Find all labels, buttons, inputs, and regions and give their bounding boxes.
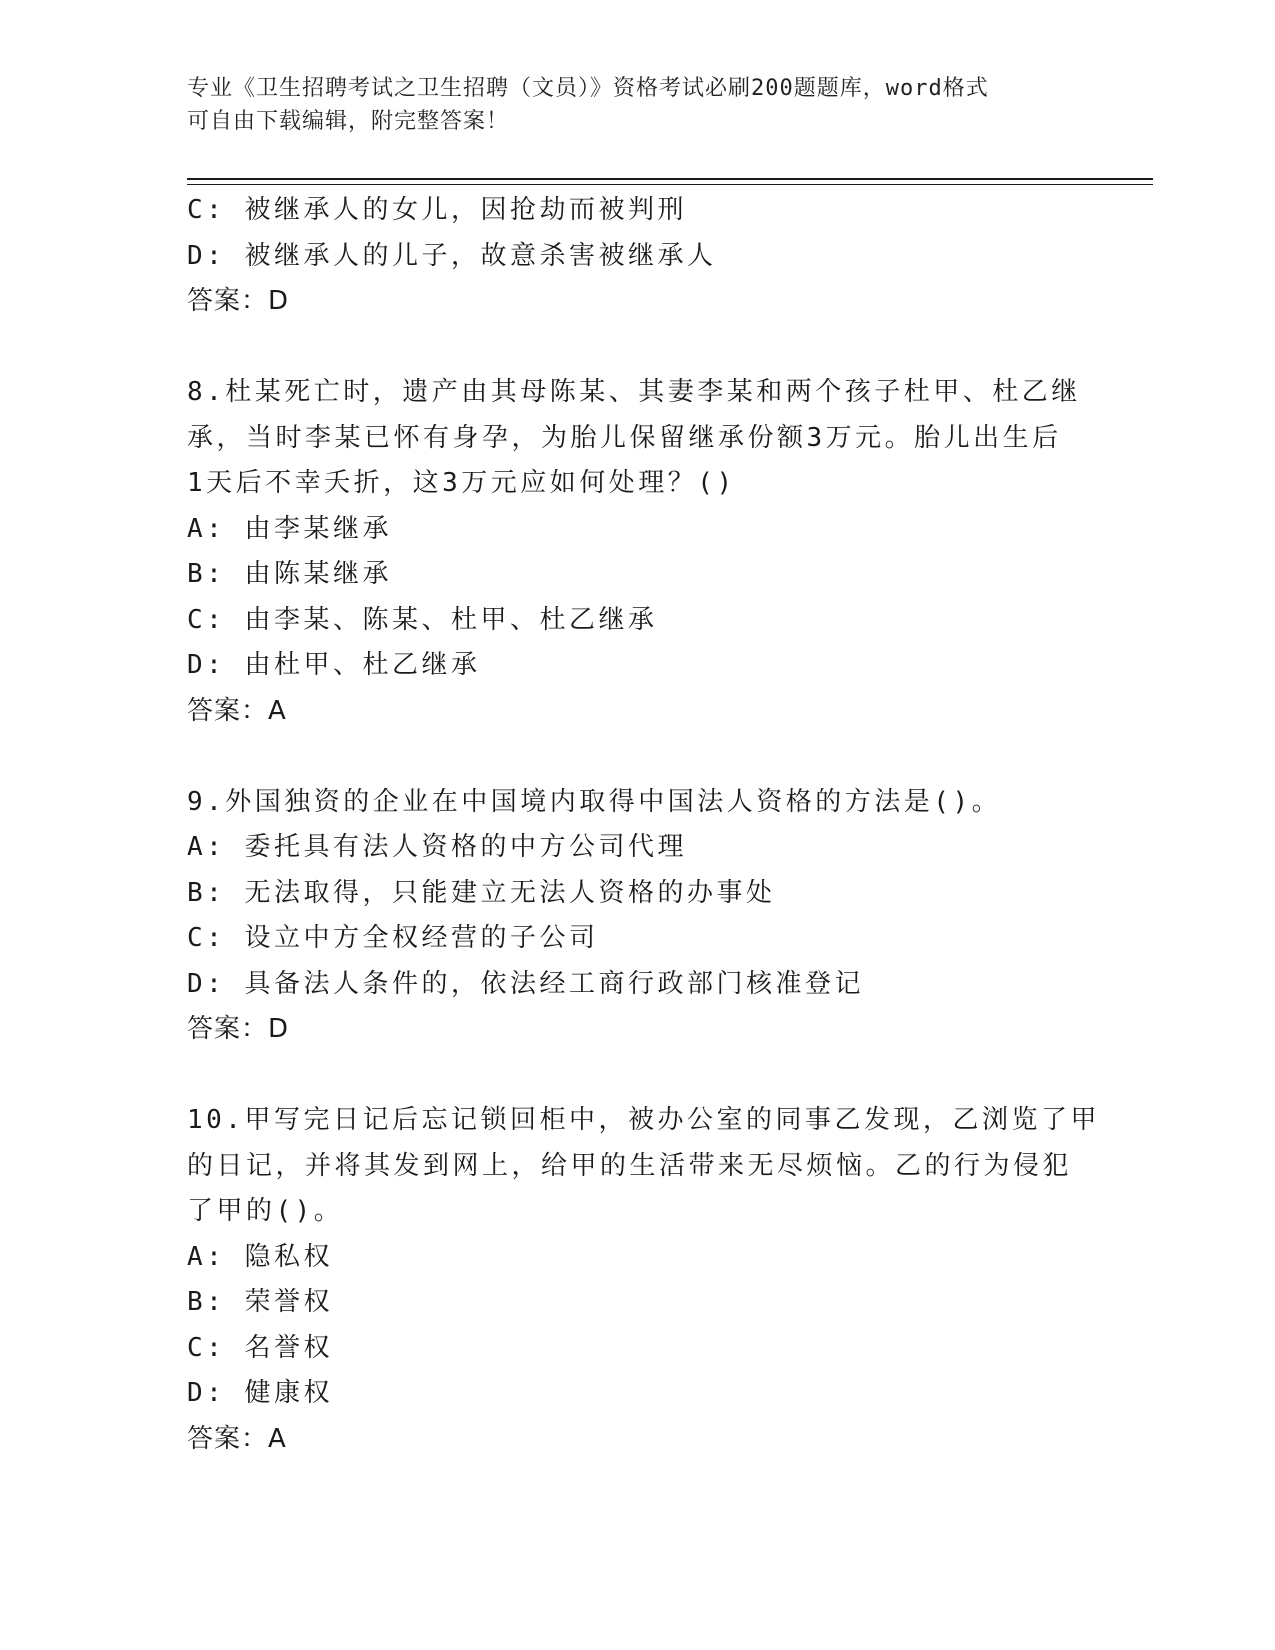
option-c: C: 由李某、陈某、杜甲、杜乙继承 [187, 604, 658, 635]
option-b: B: 由陈某继承 [187, 559, 392, 589]
question-text-line: 8.杜某死亡时，遗产由其母陈某、其妻李某和两个孩子杜甲、杜乙继 [187, 377, 1081, 407]
question-text-line: 1天后不幸夭折，这3万元应如何处理？() [187, 468, 736, 498]
document-header [187, 72, 1067, 138]
spacer [187, 1053, 1087, 1099]
header-line-2: 可自由下载编辑，附完整答案！ [187, 109, 510, 134]
option-d: D: 由杜甲、杜乙继承 [187, 650, 481, 680]
header-divider-thin [187, 184, 1153, 185]
spacer [187, 325, 1087, 371]
option-a: A: 由李某继承 [187, 513, 392, 544]
option-c: C: 名誉权 [187, 1332, 333, 1363]
option-d: D: 被继承人的儿子，故意杀害被继承人 [187, 240, 717, 271]
question-8 [187, 370, 1087, 734]
header-divider-thick [187, 178, 1153, 180]
answer-line: 答案：D [187, 286, 290, 316]
question-text-line: 10.甲写完日记后忘记锁回柜中，被办公室的同事乙发现，乙浏览了甲 [187, 1105, 1100, 1135]
question-text-line: 了甲的()。 [187, 1196, 344, 1226]
option-d: D: 健康权 [187, 1378, 333, 1408]
answer-line: 答案：D [187, 1014, 290, 1044]
question-7-tail [187, 188, 1087, 325]
question-9 [187, 780, 1087, 1053]
header-line-1: 专业《卫生招聘考试之卫生招聘（文员）》资格考试必刷200题题库，word格式 [187, 76, 989, 101]
option-a: A: 委托具有法人资格的中方公司代理 [187, 832, 687, 862]
answer-line: 答案：A [187, 1423, 287, 1454]
question-content [187, 188, 1100, 1462]
spacer [187, 734, 1087, 780]
question-text-line: 9.外国独资的企业在中国境内取得中国法人资格的方法是()。 [187, 786, 1002, 817]
option-d: D: 具备法人条件的，依法经工商行政部门核准登记 [187, 968, 864, 999]
option-c: C: 被继承人的女儿，因抢劫而被判刑 [187, 195, 687, 225]
option-a: A: 隐私权 [187, 1241, 333, 1272]
question-text-line: 的日记，并将其发到网上，给甲的生活带来无尽烦恼。乙的行为侵犯 [187, 1150, 1073, 1181]
question-text-line: 承，当时李某已怀有身孕，为胎儿保留继承份额3万元。胎儿出生后 [187, 422, 1062, 453]
answer-line: 答案：A [187, 695, 287, 726]
question-10 [187, 1098, 1100, 1462]
option-b: B: 无法取得，只能建立无法人资格的办事处 [187, 877, 776, 908]
option-c: C: 设立中方全权经营的子公司 [187, 923, 599, 953]
option-b: B: 荣誉权 [187, 1287, 333, 1317]
